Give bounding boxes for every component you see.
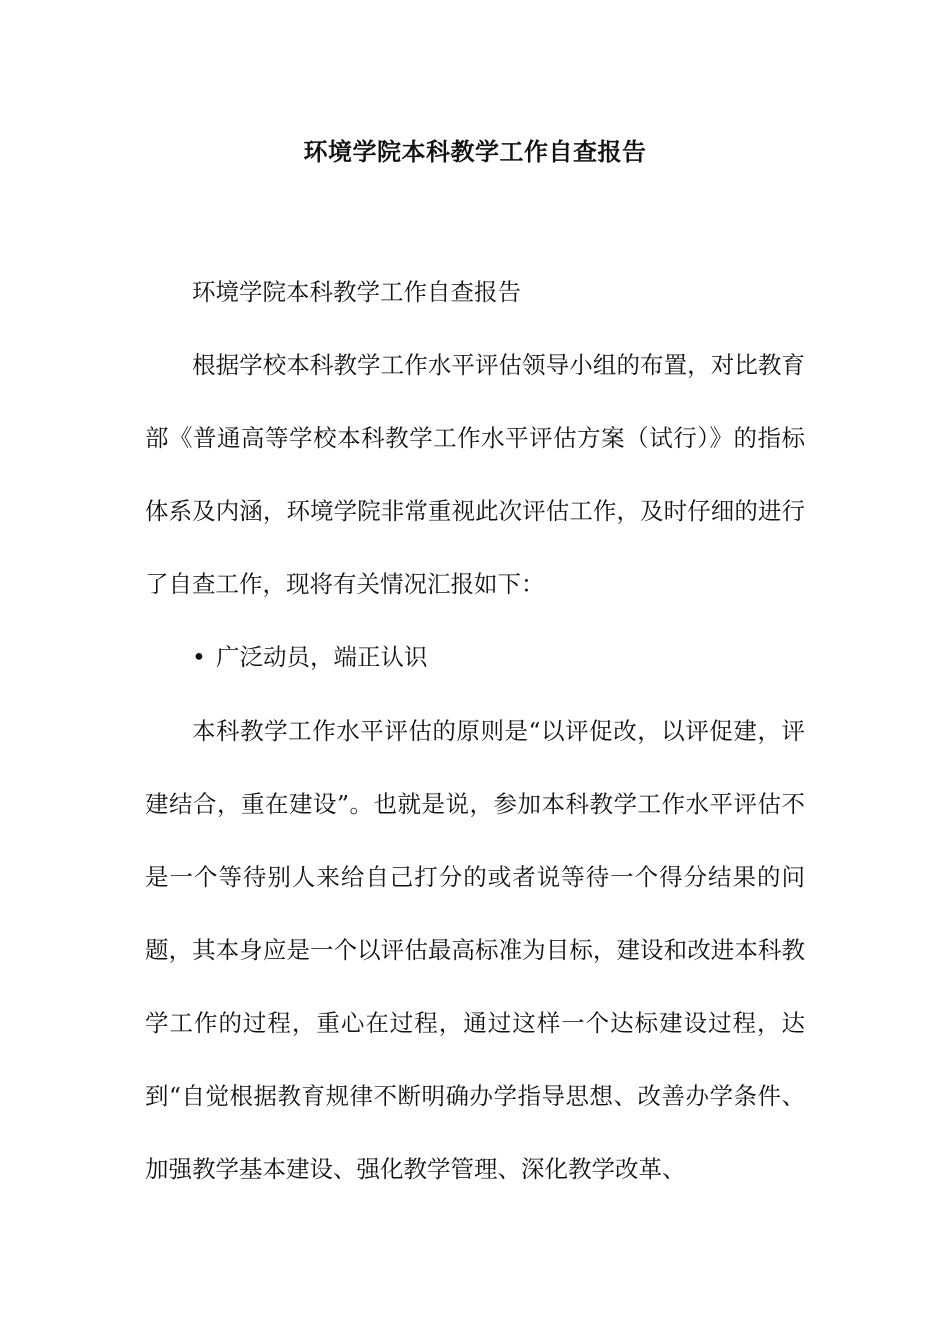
paragraph-heading-repeat: 环境学院本科教学工作自查报告 [192,278,521,306]
document-body [145,256,805,1206]
bullet-item [145,621,805,694]
paragraph-intro: 根据学校本科教学工作水平评估领导小组的布置，对比教育部《普通高等学校本科教学工作水平评估方案（试行）》的指标体系及内涵，环境学院非常重视此次评估工作，及时仔细的进行了自查工作，现将有关情况汇报如下： [145,351,805,599]
paragraph-principle: 本科教学工作水平评估的原则是“以评促改，以评促建，评建结合，重在建设”。也就是说，参加本科教学工作水平评估不是一个等待别人来给自己打分的或者说等待一个得分结果的问题，其本身应是一个以评估最高标准为目标，建设和改进本科教学工作的过程，重心在过程，通过这样一个达标建设过程，达到“自觉根据教育规律不断明确办学指导思想、改善办学条件、加强教学基本建设、强化教学管理、深化教学改革、 [145,716,805,1184]
document-title: 环境学院本科教学工作自查报告 [303,138,647,166]
bullet-marker: • [192,643,206,672]
bullet-text: 广泛动员，端正认识 [216,643,428,672]
